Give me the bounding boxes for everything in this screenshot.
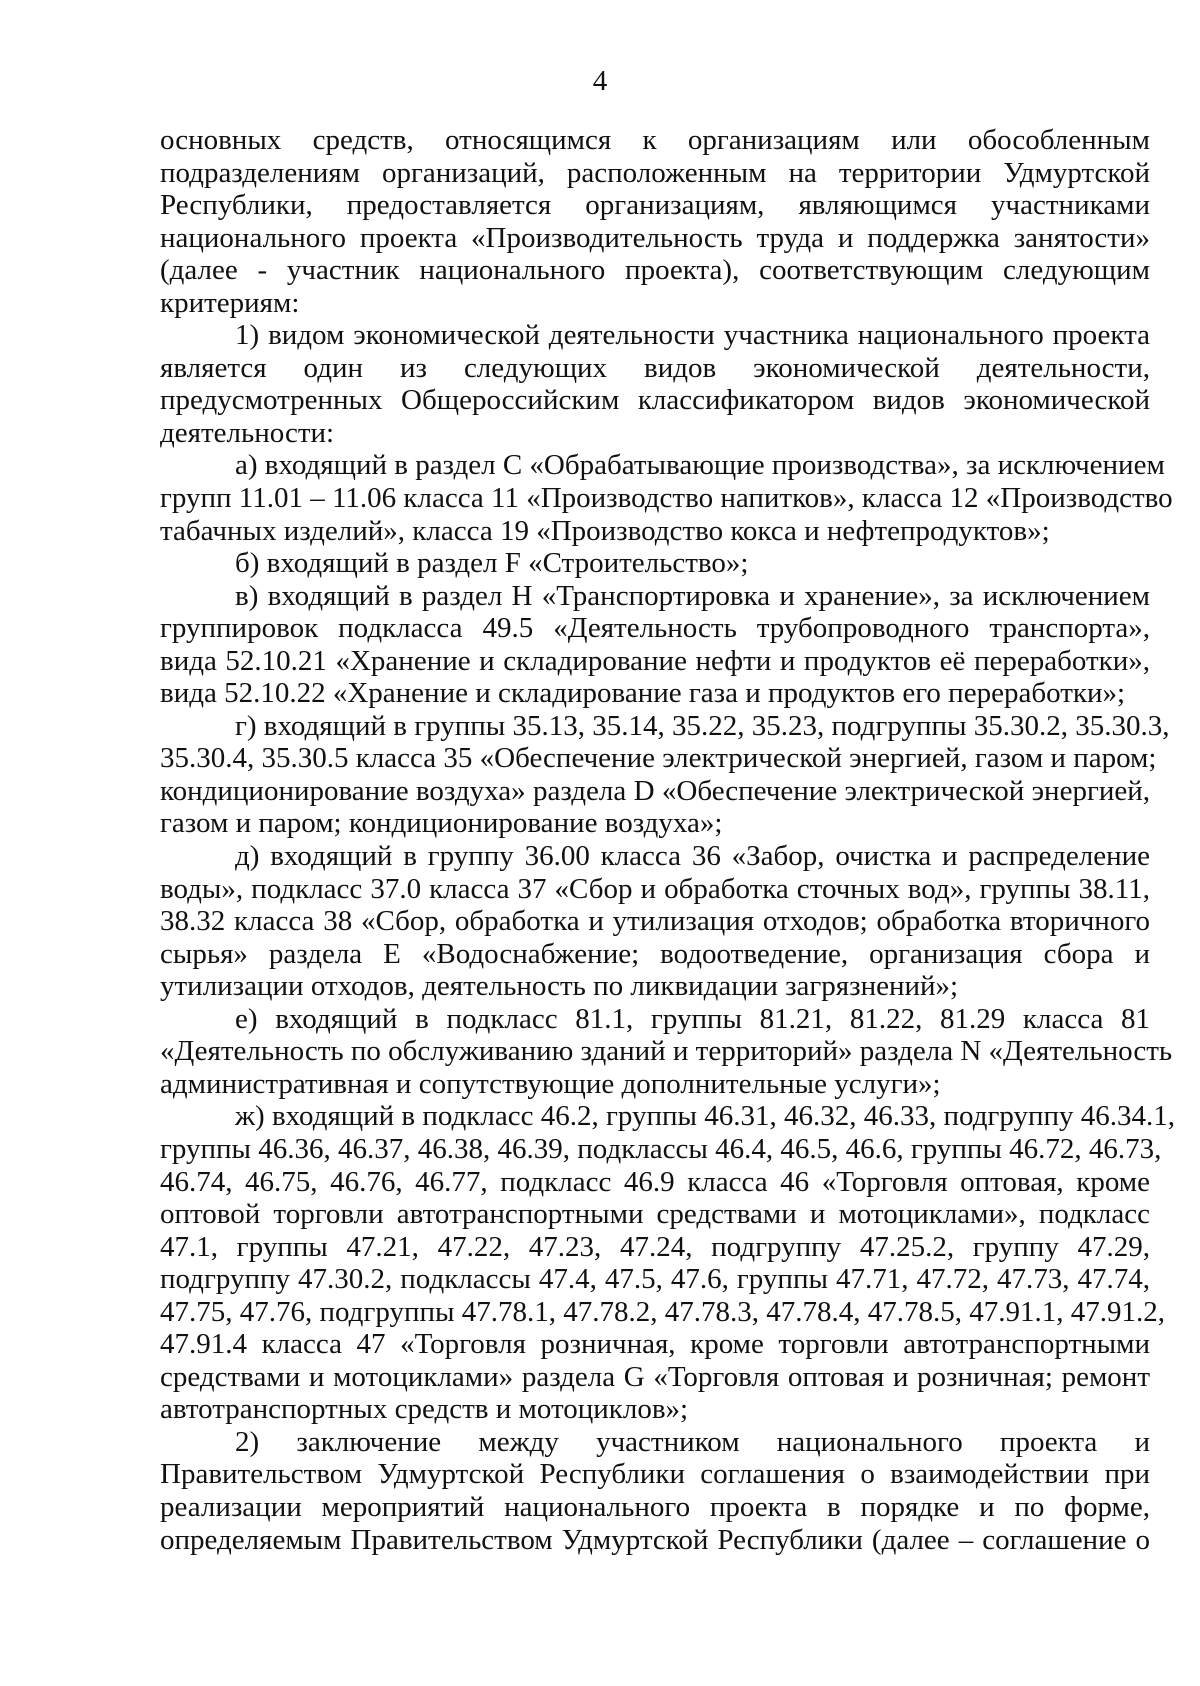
text-line: в) входящий в раздел Н «Транспортировка и хранение», за исключением: [235, 579, 1150, 612]
text-line: Республики, предоставляется организациям, являющимся участниками: [160, 189, 1150, 222]
text-line: подгруппу 47.30.2, подклассы 47.4, 47.5, 47.6, группы 47.71, 47.72, 47.73, 47.74,: [160, 1263, 1150, 1296]
text-line: (далее - участник национального проекта), соответствующим следующим: [160, 254, 1150, 287]
text-line: национального проекта «Производительность труда и поддержка занятости»: [160, 221, 1150, 254]
text-line: Правительством Удмуртской Республики соглашения о взаимодействии при: [160, 1458, 1150, 1491]
text-line: д) входящий в группу 36.00 класса 36 «Забор, очистка и распределение: [235, 840, 1150, 873]
text-line: 47.91.4 класса 47 «Торговля розничная, кроме торговли автотранспортными: [160, 1328, 1150, 1361]
text-line: групп 11.01 – 11.06 класса 11 «Производство напитков», класса 12 «Производство: [160, 482, 1173, 515]
text-line: группировок подкласса 49.5 «Деятельность трубопроводного транспорта»,: [160, 612, 1150, 645]
text-line: 2) заключение между участником национального проекта и: [235, 1425, 1150, 1458]
text-line: 46.74, 46.75, 46.76, 46.77, подкласс 46.9 класса 46 «Торговля оптовая, кроме: [160, 1165, 1150, 1198]
text-line: б) входящий в раздел F «Строительство»;: [235, 547, 749, 580]
text-line: средствами и мотоциклами» раздела G «Торговля оптовая и розничная; ремонт: [160, 1360, 1150, 1393]
text-line: газом и паром; кондиционирование воздуха»;: [160, 807, 723, 840]
document-body: [160, 124, 1175, 1556]
text-line: 38.32 класса 38 «Сбор, обработка и утилизация отходов; обработка вторичного: [160, 905, 1150, 938]
text-line: «Деятельность по обслуживанию зданий и территорий» раздела N «Деятельность: [160, 1035, 1173, 1068]
text-line: ж) входящий в подкласс 46.2, группы 46.31, 46.32, 46.33, подгруппу 46.34.1,: [235, 1100, 1175, 1133]
text-line: деятельности:: [160, 416, 335, 449]
page-number: 4: [592, 65, 608, 97]
text-line: автотранспортных средств и мотоциклов»;: [160, 1393, 689, 1426]
text-line: основных средств, относящимся к организациям или обособленным: [160, 124, 1150, 156]
text-line: 47.75, 47.76, подгруппы 47.78.1, 47.78.2, 47.78.3, 47.78.4, 47.78.5, 47.91.1, 47.91.2,: [160, 1295, 1165, 1328]
text-line: 1) видом экономической деятельности участника национального проекта: [235, 319, 1150, 352]
text-line: воды», подкласс 37.0 класса 37 «Сбор и обработка сточных вод», группы 38.11,: [160, 872, 1150, 905]
text-line: оптовой торговли автотранспортными средствами и мотоциклами», подкласс: [160, 1198, 1150, 1231]
text-line: а) входящий в раздел С «Обрабатывающие производства», за исключением: [235, 449, 1165, 482]
text-line: вида 52.10.22 «Хранение и складирование газа и продуктов его переработки»;: [160, 677, 1126, 710]
text-line: является один из следующих видов экономической деятельности,: [160, 351, 1150, 384]
text-line: кондиционирование воздуха» раздела D «Обеспечение электрической энергией,: [160, 774, 1150, 807]
text-line: утилизации отходов, деятельность по ликвидации загрязнений»;: [160, 970, 959, 1003]
text-line: е) входящий в подкласс 81.1, группы 81.21, 81.22, 81.29 класса 81: [235, 1002, 1150, 1035]
text-line: вида 52.10.21 «Хранение и складирование нефти и продуктов её переработки»,: [160, 644, 1150, 677]
text-line: подразделениям организаций, расположенным на территории Удмуртской: [160, 156, 1150, 189]
text-line: сырья» раздела Е «Водоснабжение; водоотведение, организация сбора и: [160, 937, 1150, 970]
text-line: табачных изделий», класса 19 «Производство кокса и нефтепродуктов»;: [160, 514, 1050, 547]
text-line: группы 46.36, 46.37, 46.38, 46.39, подклассы 46.4, 46.5, 46.6, группы 46.72, 46.73,: [160, 1132, 1162, 1165]
text-line: критериям:: [160, 286, 300, 319]
text-line: 35.30.4, 35.30.5 класса 35 «Обеспечение электрической энергией, газом и паром;: [160, 742, 1157, 775]
text-line: административная и сопутствующие дополнительные услуги»;: [160, 1067, 941, 1100]
text-line: г) входящий в группы 35.13, 35.14, 35.22, 35.23, подгруппы 35.30.2, 35.30.3,: [235, 709, 1170, 742]
text-line: определяемым Правительством Удмуртской Республики (далее – соглашение о: [160, 1523, 1150, 1556]
text-line: 47.1, группы 47.21, 47.22, 47.23, 47.24, подгруппу 47.25.2, группу 47.29,: [160, 1230, 1150, 1263]
text-line: предусмотренных Общероссийским классификатором видов экономической: [160, 384, 1150, 417]
text-line: реализации мероприятий национального проекта в порядке и по форме,: [160, 1490, 1150, 1523]
